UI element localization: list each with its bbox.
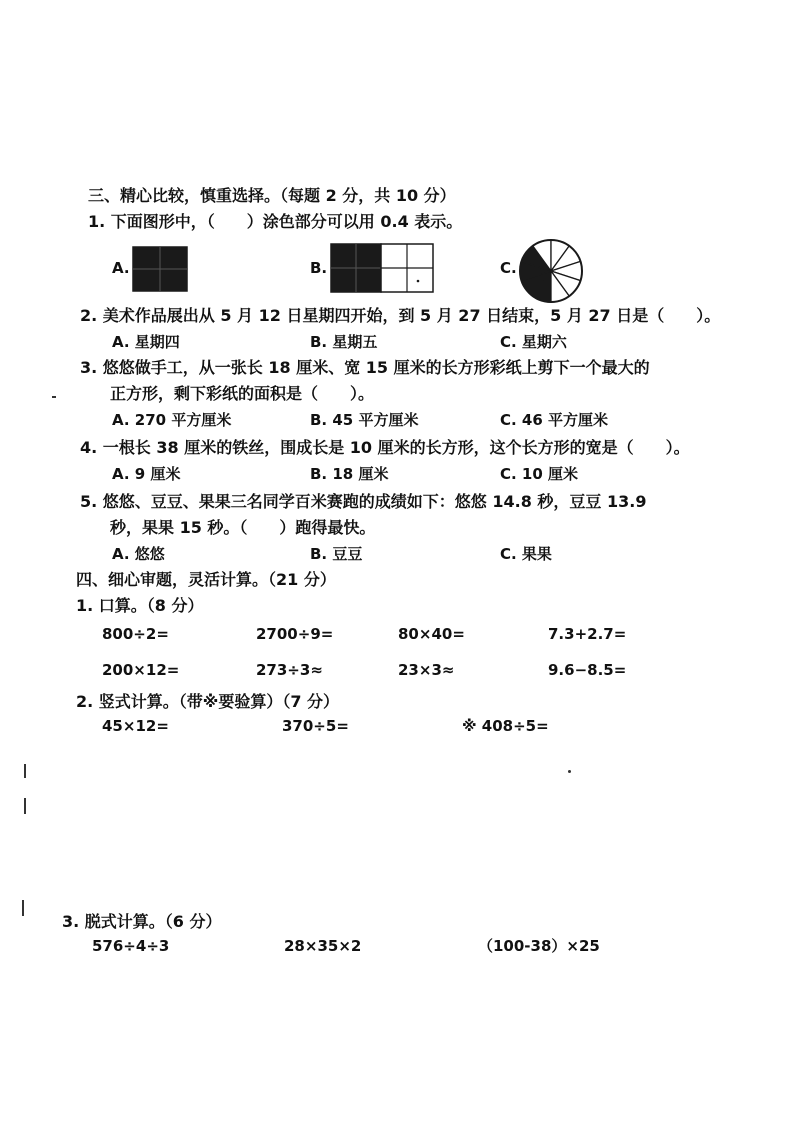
q4-text: 4. 一根长 38 厘米的铁丝，围成长是 10 厘米的长方形，这个长方形的宽是（ ）。 [80,438,690,457]
vertical-calc-title: 2. 竖式计算。（带※要验算）（7 分） [76,692,340,711]
section-3-title: 三、精心比较，慎重选择。（每题 2 分，共 10 分） [88,186,456,205]
stepwise-calc-item: 28×35×2 [284,937,362,955]
stepwise-calc-item: （100-38）×25 [478,937,600,955]
oral-calc-item: 9.6−8.5= [548,661,627,679]
q1-figure-a [132,246,188,292]
scan-mark [22,900,24,916]
q5-option-a: A. 悠悠 [112,545,165,563]
q4-option-a: A. 9 厘米 [112,465,181,483]
q1-option-c-label: C. [500,259,517,277]
q2-option-c: C. 星期六 [500,333,567,351]
q4-option-b: B. 18 厘米 [310,465,389,483]
q3-text-line1: 3. 悠悠做手工，从一张长 18 厘米、宽 15 厘米的长方形彩纸上剪下一个最大的 [80,358,650,377]
q5-option-c: C. 果果 [500,545,552,563]
section-4-title: 四、细心审题，灵活计算。（21 分） [76,570,336,589]
q3-option-c: C. 46 平方厘米 [500,411,609,429]
figure-b-dot [417,280,420,283]
stepwise-calc-title: 3. 脱式计算。（6 分） [62,912,222,931]
q2-text: 2. 美术作品展出从 5 月 12 日星期四开始，到 5 月 27 日结束，5 月 27 日是（ ）。 [80,306,721,325]
q1-text: 1. 下面图形中，（ ）涂色部分可以用 0.4 表示。 [88,212,463,231]
scan-mark [52,396,56,398]
vertical-calc-item: 370÷5= [282,717,349,735]
oral-calc-item: 273÷3≈ [256,661,323,679]
oral-calc-item: 7.3+2.7= [548,625,627,643]
scan-mark [24,798,26,814]
q1-option-a-label: A. [112,259,130,277]
q1-option-b-label: B. [310,259,328,277]
oral-calc-item: 80×40= [398,625,465,643]
q1-figure-c [518,238,584,304]
oral-calc-item: 2700÷9= [256,625,334,643]
q2-option-a: A. 星期四 [112,333,180,351]
oral-calc-item: 23×3≈ [398,661,455,679]
q2-option-b: B. 星期五 [310,333,378,351]
q4-option-c: C. 10 厘米 [500,465,579,483]
scan-mark [24,764,26,778]
oral-calc-title: 1. 口算。（8 分） [76,596,204,615]
q5-text-line1: 5. 悠悠、豆豆、果果三名同学百米赛跑的成绩如下：悠悠 14.8 秒，豆豆 13.9 [80,492,647,511]
vertical-calc-item: 45×12= [102,717,169,735]
oral-calc-item: 800÷2= [102,625,169,643]
q5-text-line2: 秒，果果 15 秒。（ ）跑得最快。 [110,518,376,537]
scan-mark [568,770,571,773]
oral-calc-item: 200×12= [102,661,180,679]
q3-option-a: A. 270 平方厘米 [112,411,232,429]
stepwise-calc-item: 576÷4÷3 [92,937,170,955]
q5-option-b: B. 豆豆 [310,545,363,563]
q1-figure-b [330,243,434,293]
vertical-calc-item: ※ 408÷5= [462,717,549,735]
q3-option-b: B. 45 平方厘米 [310,411,419,429]
q3-text-line2: 正方形，剩下彩纸的面积是（ ）。 [110,384,375,403]
